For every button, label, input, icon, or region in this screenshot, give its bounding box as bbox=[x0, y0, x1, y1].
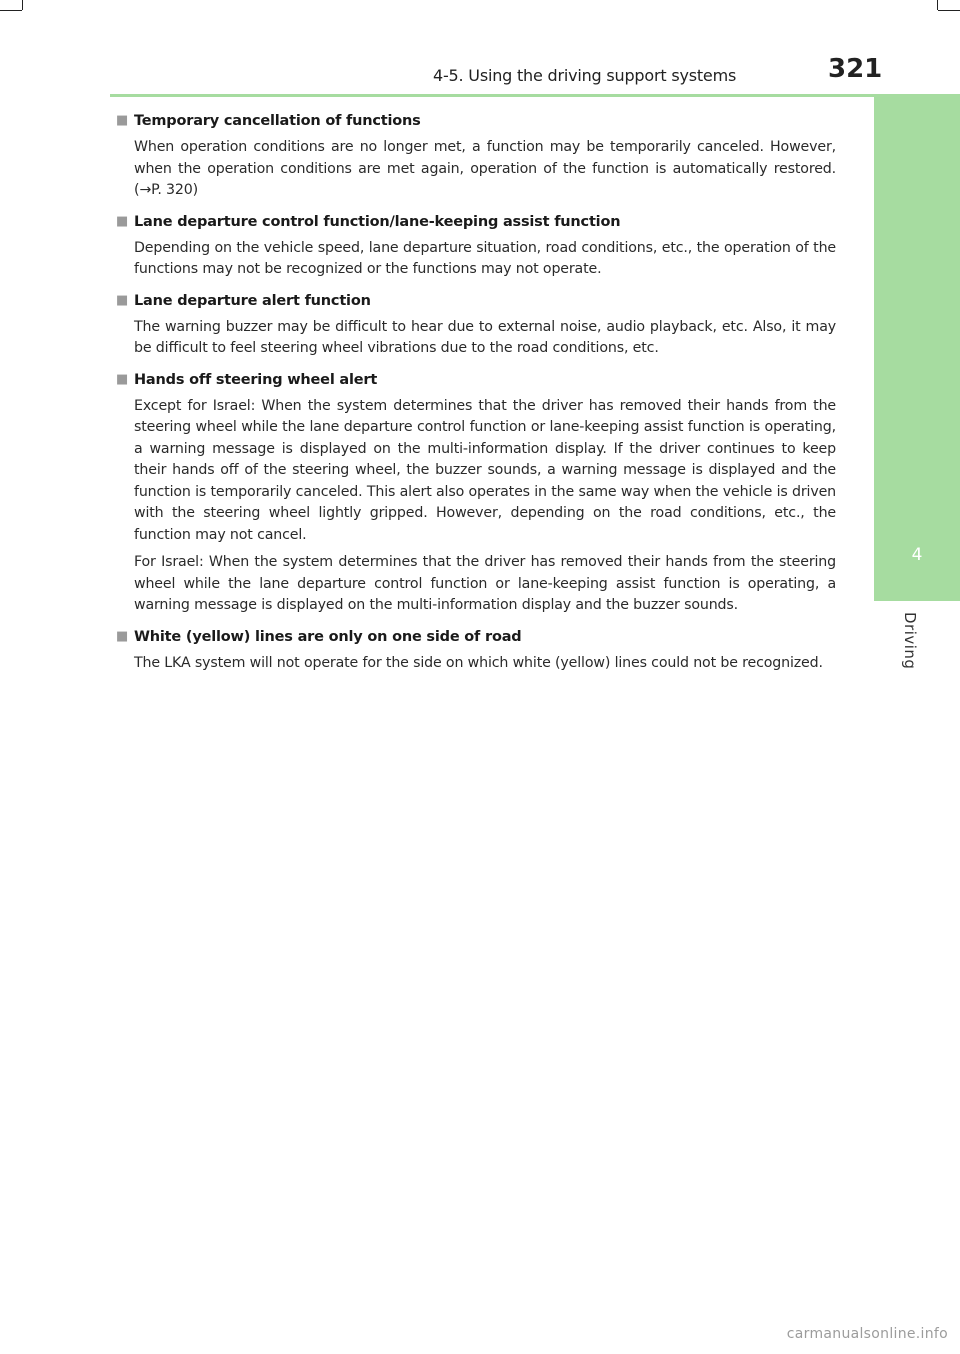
watermark-text: carmanualsonline.info bbox=[786, 1326, 948, 1342]
section-paragraph: The LKA system will not operate for the side on which white (yellow) lines could not be recognized. bbox=[134, 654, 823, 671]
square-bullet-icon: ■ bbox=[116, 113, 129, 128]
chapter-tab-label: Driving bbox=[901, 612, 919, 670]
section-hands-off-alert bbox=[116, 369, 836, 617]
section-paragraph: Except for Israel: When the system determines that the driver has removed their hands from the steering wheel while the lane departure control function or lane-keeping assist function is operating, a warning message is displayed on the multi-information display. If the driver continues to keep their hands off of the steering wheel, the buzzer sounds, a warning message is displayed and the function is temporarily canceled. This alert also operates in the same way when the vehicle is driven with the steering wheel lightly gripped. However, depending on the road conditions, etc., the function may not cancel. bbox=[134, 397, 836, 543]
section-lane-departure-alert bbox=[116, 290, 836, 360]
section-title-text: White (yellow) lines are only on one side of road bbox=[134, 628, 522, 645]
section-paragraph: When operation conditions are no longer met, a function may be temporarily canceled. However, when the operation conditions are met again, operation of the function is automatically restored. (→P. 320) bbox=[134, 139, 836, 198]
page-content bbox=[116, 110, 836, 683]
section-title-text: Lane departure control function/lane-keeping assist function bbox=[134, 213, 621, 230]
section-title-text: Temporary cancellation of functions bbox=[134, 113, 421, 129]
section-title-text: Hands off steering wheel alert bbox=[134, 371, 378, 388]
section-title bbox=[116, 290, 836, 312]
section-title bbox=[116, 369, 836, 391]
crop-mark-top-left-vertical bbox=[22, 0, 23, 10]
section-one-side-lines bbox=[116, 626, 836, 675]
section-lane-departure-control bbox=[116, 211, 836, 281]
header-rule bbox=[110, 94, 960, 97]
section-paragraph: The warning buzzer may be difficult to hear due to external noise, audio playback, etc. Also, it may be difficult to feel steering wheel vibrations due to the road conditions, etc. bbox=[134, 318, 836, 356]
crop-mark-top-right-vertical bbox=[937, 0, 938, 10]
section-title bbox=[116, 110, 836, 132]
section-title bbox=[116, 626, 836, 648]
section-paragraph: For Israel: When the system determines that the driver has removed their hands from the steering wheel while the lane departure control function or lane-keeping assist function is operating, a warning message is displayed on the multi-information display and the buzzer sounds. bbox=[134, 554, 836, 613]
crop-mark-top-left-horizontal bbox=[0, 10, 22, 11]
square-bullet-icon: ■ bbox=[116, 292, 129, 308]
chapter-tab bbox=[874, 97, 960, 601]
section-title bbox=[116, 211, 836, 233]
square-bullet-icon: ■ bbox=[116, 371, 129, 387]
section-title-text: Lane departure alert function bbox=[134, 292, 371, 309]
chapter-tab-number: 4 bbox=[911, 545, 923, 565]
page-number: 321 bbox=[828, 54, 883, 84]
square-bullet-icon: ■ bbox=[116, 213, 129, 229]
square-bullet-icon: ■ bbox=[116, 628, 129, 644]
section-temporary-cancellation bbox=[116, 110, 836, 202]
crop-mark-top-right-horizontal bbox=[938, 10, 960, 11]
section-paragraph: Depending on the vehicle speed, lane departure situation, road conditions, etc., the operation of the functions may not be recognized or the functions may not operate. bbox=[134, 239, 836, 277]
header-section-title: 4-5. Using the driving support systems bbox=[433, 66, 737, 85]
